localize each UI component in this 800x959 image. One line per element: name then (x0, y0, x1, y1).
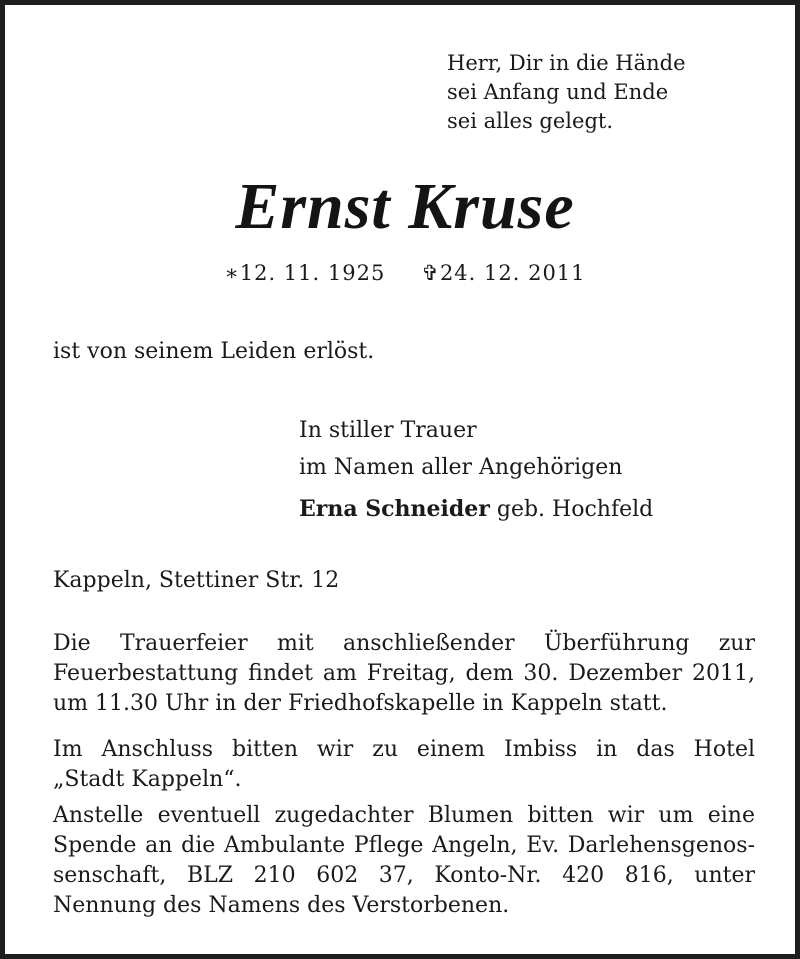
birth-date: 12. 11. 1925 (239, 261, 386, 285)
paragraph-line: Spende an die Ambulante Pflege Angeln, Ev. Darlehensgenos- (53, 833, 755, 858)
funeral-paragraph (53, 629, 755, 719)
address: Kappeln, Stettiner Str. 12 (53, 568, 340, 593)
paragraph-line: um 11.30 Uhr in der Friedhofskapelle in Kappeln statt. (53, 691, 668, 716)
motto-verse (447, 49, 686, 136)
deceased-name: Ernst Kruse (235, 170, 575, 243)
signer (299, 492, 653, 527)
death-date: 24. 12. 2011 (439, 261, 586, 285)
motto-line: Herr, Dir in die Hände (447, 51, 686, 75)
paragraph-line: Anstelle eventuell zugedachter Blumen bitten wir um eine (53, 803, 755, 828)
life-dates (5, 258, 800, 288)
cross-icon: ✞ (421, 261, 440, 285)
paragraph-line: senschaft, BLZ 210 602 37, Konto-Nr. 420 816, unter (53, 863, 755, 888)
mourning-line-1: In stiller Trauer (299, 418, 477, 443)
paragraph-line: Nennung des Namens des Verstorbenen. (53, 893, 510, 918)
mourning-line-2: im Namen aller Angehörigen (299, 455, 623, 480)
birth-star-icon: ∗ (224, 261, 240, 285)
paragraph-line: Im Anschluss bitten wir zu einem Imbiss in das Hotel (53, 737, 755, 762)
paragraph-line: „Stadt Kappeln“. (53, 767, 242, 792)
signer-name: Erna Schneider (299, 496, 490, 522)
signer-suffix: geb. Hochfeld (496, 497, 654, 522)
motto-line: sei Anfang und Ende (447, 80, 669, 104)
donation-paragraph (53, 801, 755, 921)
paragraph-line: Die Trauerfeier mit anschließender Überführung zur (53, 631, 755, 656)
intro-line: ist von seinem Leiden erlöst. (53, 339, 375, 364)
reception-paragraph (53, 735, 755, 795)
motto-line: sei alles gelegt. (447, 109, 614, 133)
mourning-block (299, 412, 622, 486)
paragraph-line: Feuerbestattung findet am Freitag, dem 30. Dezember 2011, (53, 661, 755, 686)
